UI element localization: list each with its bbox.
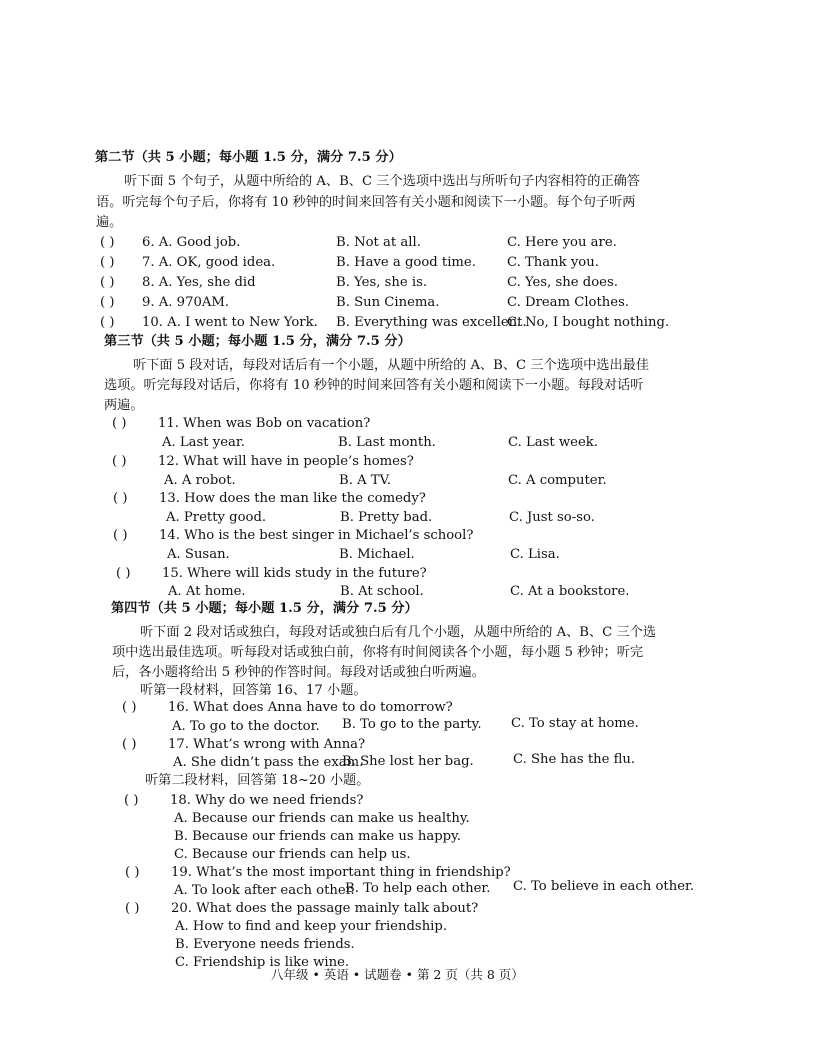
option-b: B. Michael. [339,547,415,562]
option-c: C. No, I bought nothing. [507,315,670,330]
section-3-instruction-line: 听下面 5 段对话，每段对话后有一个小题，从题中所给的 A、B、C 三个选项中选出最佳 [133,358,650,373]
section-4-header: 第四节（共 5 小题；每小题 1.5 分，满分 7.5 分） [111,601,418,616]
question-stem: 14. Who is the best singer in Michael’s school? [159,528,474,543]
option-a: A. A robot. [164,473,236,488]
option-b: B. A TV. [339,473,391,488]
option-c: C. Friendship is like wine. [175,955,350,970]
material-2-label: 听第二段材料，回答第 18~20 小题。 [145,773,370,788]
option-a: A. To go to the doctor. [172,719,320,734]
question-stem: 15. Where will kids study in the future? [162,566,427,581]
option-a: A. To look after each other. [174,883,355,898]
section-4-instruction-line: 听下面 2 段对话或独白，每段对话或独白后有几个小题，从题中所给的 A、B、C 三个选 [140,625,657,640]
section-2-header: 第二节（共 5 小题；每小题 1.5 分，满分 7.5 分） [95,150,402,165]
option-c: C. Thank you. [507,255,599,270]
section-2-instruction-line: 遍。 [96,215,123,230]
option-b: B. At school. [340,584,424,599]
answer-blank[interactable]: ( ) [100,255,115,270]
option-b: B. Yes, she is. [336,275,428,290]
answer-blank[interactable]: ( ) [100,235,115,250]
answer-blank[interactable]: ( ) [116,566,131,581]
answer-blank[interactable]: ( ) [112,454,127,469]
option-b: B. Last month. [338,435,436,450]
option-b: B. To help each other. [345,881,491,896]
option-c: C. To stay at home. [511,716,639,731]
question-stem: 19. What’s the most important thing in friendship? [171,865,511,880]
answer-blank[interactable]: ( ) [113,491,128,506]
option-c: C. At a bookstore. [510,584,630,599]
question-stem: 18. Why do we need friends? [170,793,364,808]
section-4-instruction-line: 后，各小题将给出 5 秒钟的作答时间。每段对话或独白听两遍。 [112,665,485,680]
question-stem: 13. How does the man like the comedy? [159,491,426,506]
option-c: C. Lisa. [510,547,560,562]
option-c: C. Yes, she does. [507,275,618,290]
section-2-instruction-line: 听下面 5 个句子，从题中所给的 A、B、C 三个选项中选出与所听句子内容相符的正确答 [124,174,641,189]
option-c: C. Dream Clothes. [507,295,630,310]
section-3-instruction-line: 选项。听完每段对话后，你将有 10 秒钟的时间来回答有关小题和阅读下一小题。每段对话听 [104,378,644,393]
answer-blank[interactable]: ( ) [100,275,115,290]
question-stem: 9. A. 970AM. [142,295,230,310]
answer-blank[interactable]: ( ) [125,901,140,916]
option-c: C. Last week. [508,435,598,450]
option-b: B. Everyone needs friends. [175,937,355,952]
question-stem: 16. What does Anna have to do tomorrow? [168,700,453,715]
question-stem: 8. A. Yes, she did [142,275,256,290]
option-c: C. To believe in each other. [513,879,695,894]
option-c: C. Just so-so. [509,510,595,525]
question-stem: 11. When was Bob on vacation? [158,416,371,431]
option-b: B. Have a good time. [336,255,476,270]
section-4-instruction-line: 项中选出最佳选项。听每段对话或独白前，你将有时间阅读各个小题，每小题 5 秒钟；听完 [112,645,644,660]
option-b: B. She lost her bag. [342,754,474,769]
question-stem: 10. A. I went to New York. [142,315,318,330]
option-b: B. Sun Cinema. [336,295,440,310]
answer-blank[interactable]: ( ) [122,737,137,752]
section-2-instruction-line: 语。听完每个句子后，你将有 10 秒钟的时间来回答有关小题和阅读下一小题。每个句子听两 [96,195,636,210]
question-stem: 17. What’s wrong with Anna? [168,737,366,752]
question-stem: 6. A. Good job. [142,235,241,250]
option-b: B. Pretty bad. [340,510,433,525]
option-a: A. Because our friends can make us healthy. [174,811,470,826]
option-c: C. She has the flu. [513,752,636,767]
answer-blank[interactable]: ( ) [112,416,127,431]
option-b: B. To go to the party. [342,717,482,732]
option-c: C. Here you are. [507,235,617,250]
option-a: A. How to find and keep your friendship. [175,919,448,934]
page-footer: 八年级 • 英语 • 试题卷 • 第 2 页（共 8 页） [271,967,524,982]
material-1-label: 听第一段材料，回答第 16、17 小题。 [140,683,367,698]
section-3-header: 第三节（共 5 小题；每小题 1.5 分，满分 7.5 分） [104,334,411,349]
section-3-instruction-line: 两遍。 [104,398,144,413]
option-b: B. Everything was excellent. [336,315,527,330]
option-b: B. Because our friends can make us happy. [174,829,461,844]
answer-blank[interactable]: ( ) [124,793,139,808]
option-a: A. Susan. [167,547,230,562]
option-b: B. Not at all. [336,235,421,250]
question-stem: 7. A. OK, good idea. [142,255,276,270]
answer-blank[interactable]: ( ) [122,700,137,715]
answer-blank[interactable]: ( ) [125,865,140,880]
option-a: A. Pretty good. [166,510,267,525]
option-a: A. At home. [168,584,246,599]
option-c: C. Because our friends can help us. [174,847,411,862]
answer-blank[interactable]: ( ) [100,295,115,310]
option-c: C. A computer. [508,473,607,488]
option-a: A. Last year. [162,435,245,450]
answer-blank[interactable]: ( ) [113,528,128,543]
option-a: A. She didn’t pass the exam. [173,755,364,770]
answer-blank[interactable]: ( ) [100,315,115,330]
question-stem: 12. What will have in people’s homes? [158,454,414,469]
question-stem: 20. What does the passage mainly talk about? [171,901,479,916]
